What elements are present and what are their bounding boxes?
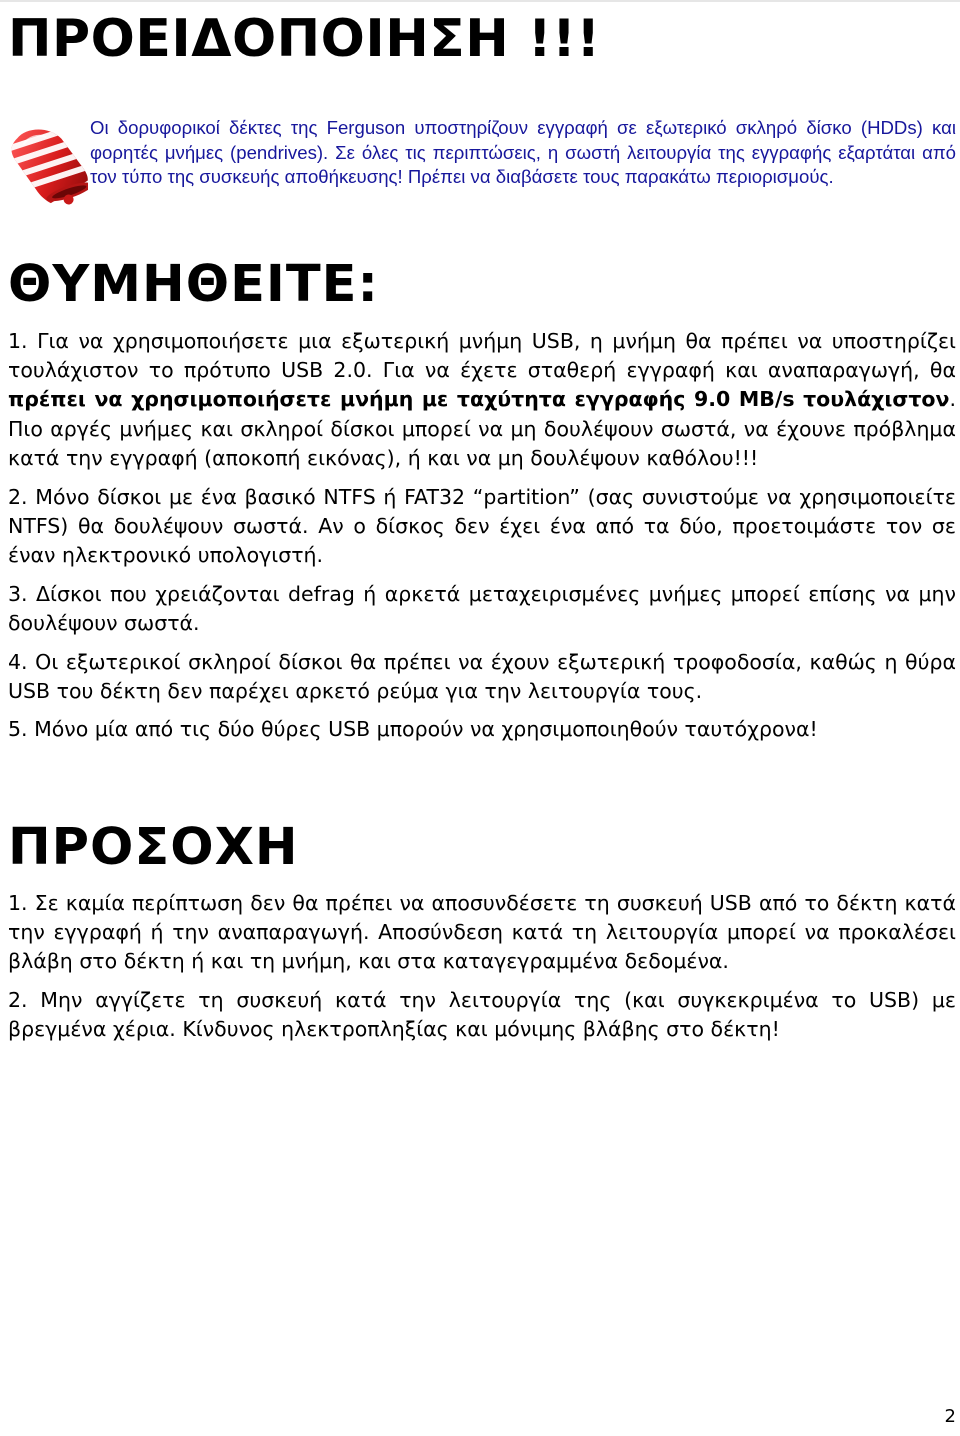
page-title: ΠΡΟΕΙΔΟΠΟΙΗΣΗ !!! (8, 9, 601, 69)
remember-item-1-part2: . Πιο αργές μνήμες και σκληροί δίσκοι μπορεί να μη δουλέψουν σωστά, να έχουνε πρόβλημα κατά την εγγραφή (αποκοπή εικόνας), ή και να μη δουλέψουν καθόλου!!! (8, 387, 956, 470)
caution-item-2: 2. Μην αγγίζετε τη συσκευή κατά την λειτουργία της (και συγκεκριμένα το USB) με βρεγμένα χέρια. Κίνδυνος ηλεκτροπληξίας και μόνιμης βλάβης στο δέκτη! (8, 988, 956, 1042)
remember-item-1-bold: πρέπει να χρησιμοποιήσετε μνήμη με ταχύτητα εγγραφής 9.0 MB/s τουλάχιστον (8, 387, 950, 412)
intro-block (8, 108, 956, 238)
remember-heading: ΘΥΜΗΘΕΙΤΕ: (8, 255, 379, 314)
page-number: 2 (944, 1406, 956, 1427)
caution-list (8, 889, 956, 1054)
remember-item-2: 2. Μόνο δίσκοι με ένα βασικό NTFS ή FAT32 “partition” (σας συνιστούμε να χρησιμοποιείτε NTFS) θα δουλέψουν σωστά. Αν ο δίσκος δεν έχει ένα από τα δύο, προετοιμάστε τον σε έναν ηλεκτρονικό υπολογιστή. (8, 484, 956, 567)
warning-bell-icon (8, 116, 88, 208)
remember-item-4: 4. Οι εξωτερικοί σκληροί δίσκοι θα πρέπει να έχουν εξωτερική τροφοδοσία, καθώς η θύρα USB του δέκτη δεν παρέχει αρκετό ρεύμα για την λειτουργία τους. (8, 649, 956, 703)
remember-item-5: 5. Μόνο μία από τις δύο θύρες USB μπορούν να χρησιμοποιηθούν ταυτόχρονα! (8, 717, 818, 742)
remember-item-1-part1: 1. Για να χρησιμοποιήσετε μια εξωτερική μνήμη USB, η μνήμη θα πρέπει να υποστηρίζει τουλάχιστον το πρότυπο USB 2.0. Για να έχετε σταθερή εγγραφή και αναπαραγωγή, θα (8, 329, 956, 383)
intro-text: Οι δορυφορικοί δέκτες της Ferguson υποστηρίζουν εγγραφή σε εξωτερικό σκληρό δίσκο (HDDs) και φορητές μνήμες (pendrives). Σε όλες τις περιπτώσεις, η σωστή λειτουργία της εγγραφής εξαρτάται από τον τύπο της συσκευής αποθήκευσης! Πρέπει να διαβάσετε τους παρακάτω περιορισμούς. (90, 117, 956, 187)
caution-item-1: 1. Σε καμία περίπτωση δεν θα πρέπει να αποσυνδέσετε τη συσκευή USB από το δέκτη κατά την εγγραφή ή την αναπαραγωγή. Αποσύνδεση κατά τη λειτουργία μπορεί να προκαλέσει βλάβη στο δέκτη ή και τη μνήμη, και στα καταγεγραμμένα δεδομένα. (8, 891, 956, 974)
remember-item-1 (8, 327, 956, 473)
caution-heading: ΠΡΟΣΟΧΗ (8, 818, 299, 877)
top-rule (0, 0, 960, 2)
remember-item-3: 3. Δίσκοι που χρειάζονται defrag ή αρκετά μεταχειρισμένες μνήμες μπορεί επίσης να μην δουλέψουν σωστά. (8, 581, 956, 635)
remember-list (8, 327, 956, 754)
